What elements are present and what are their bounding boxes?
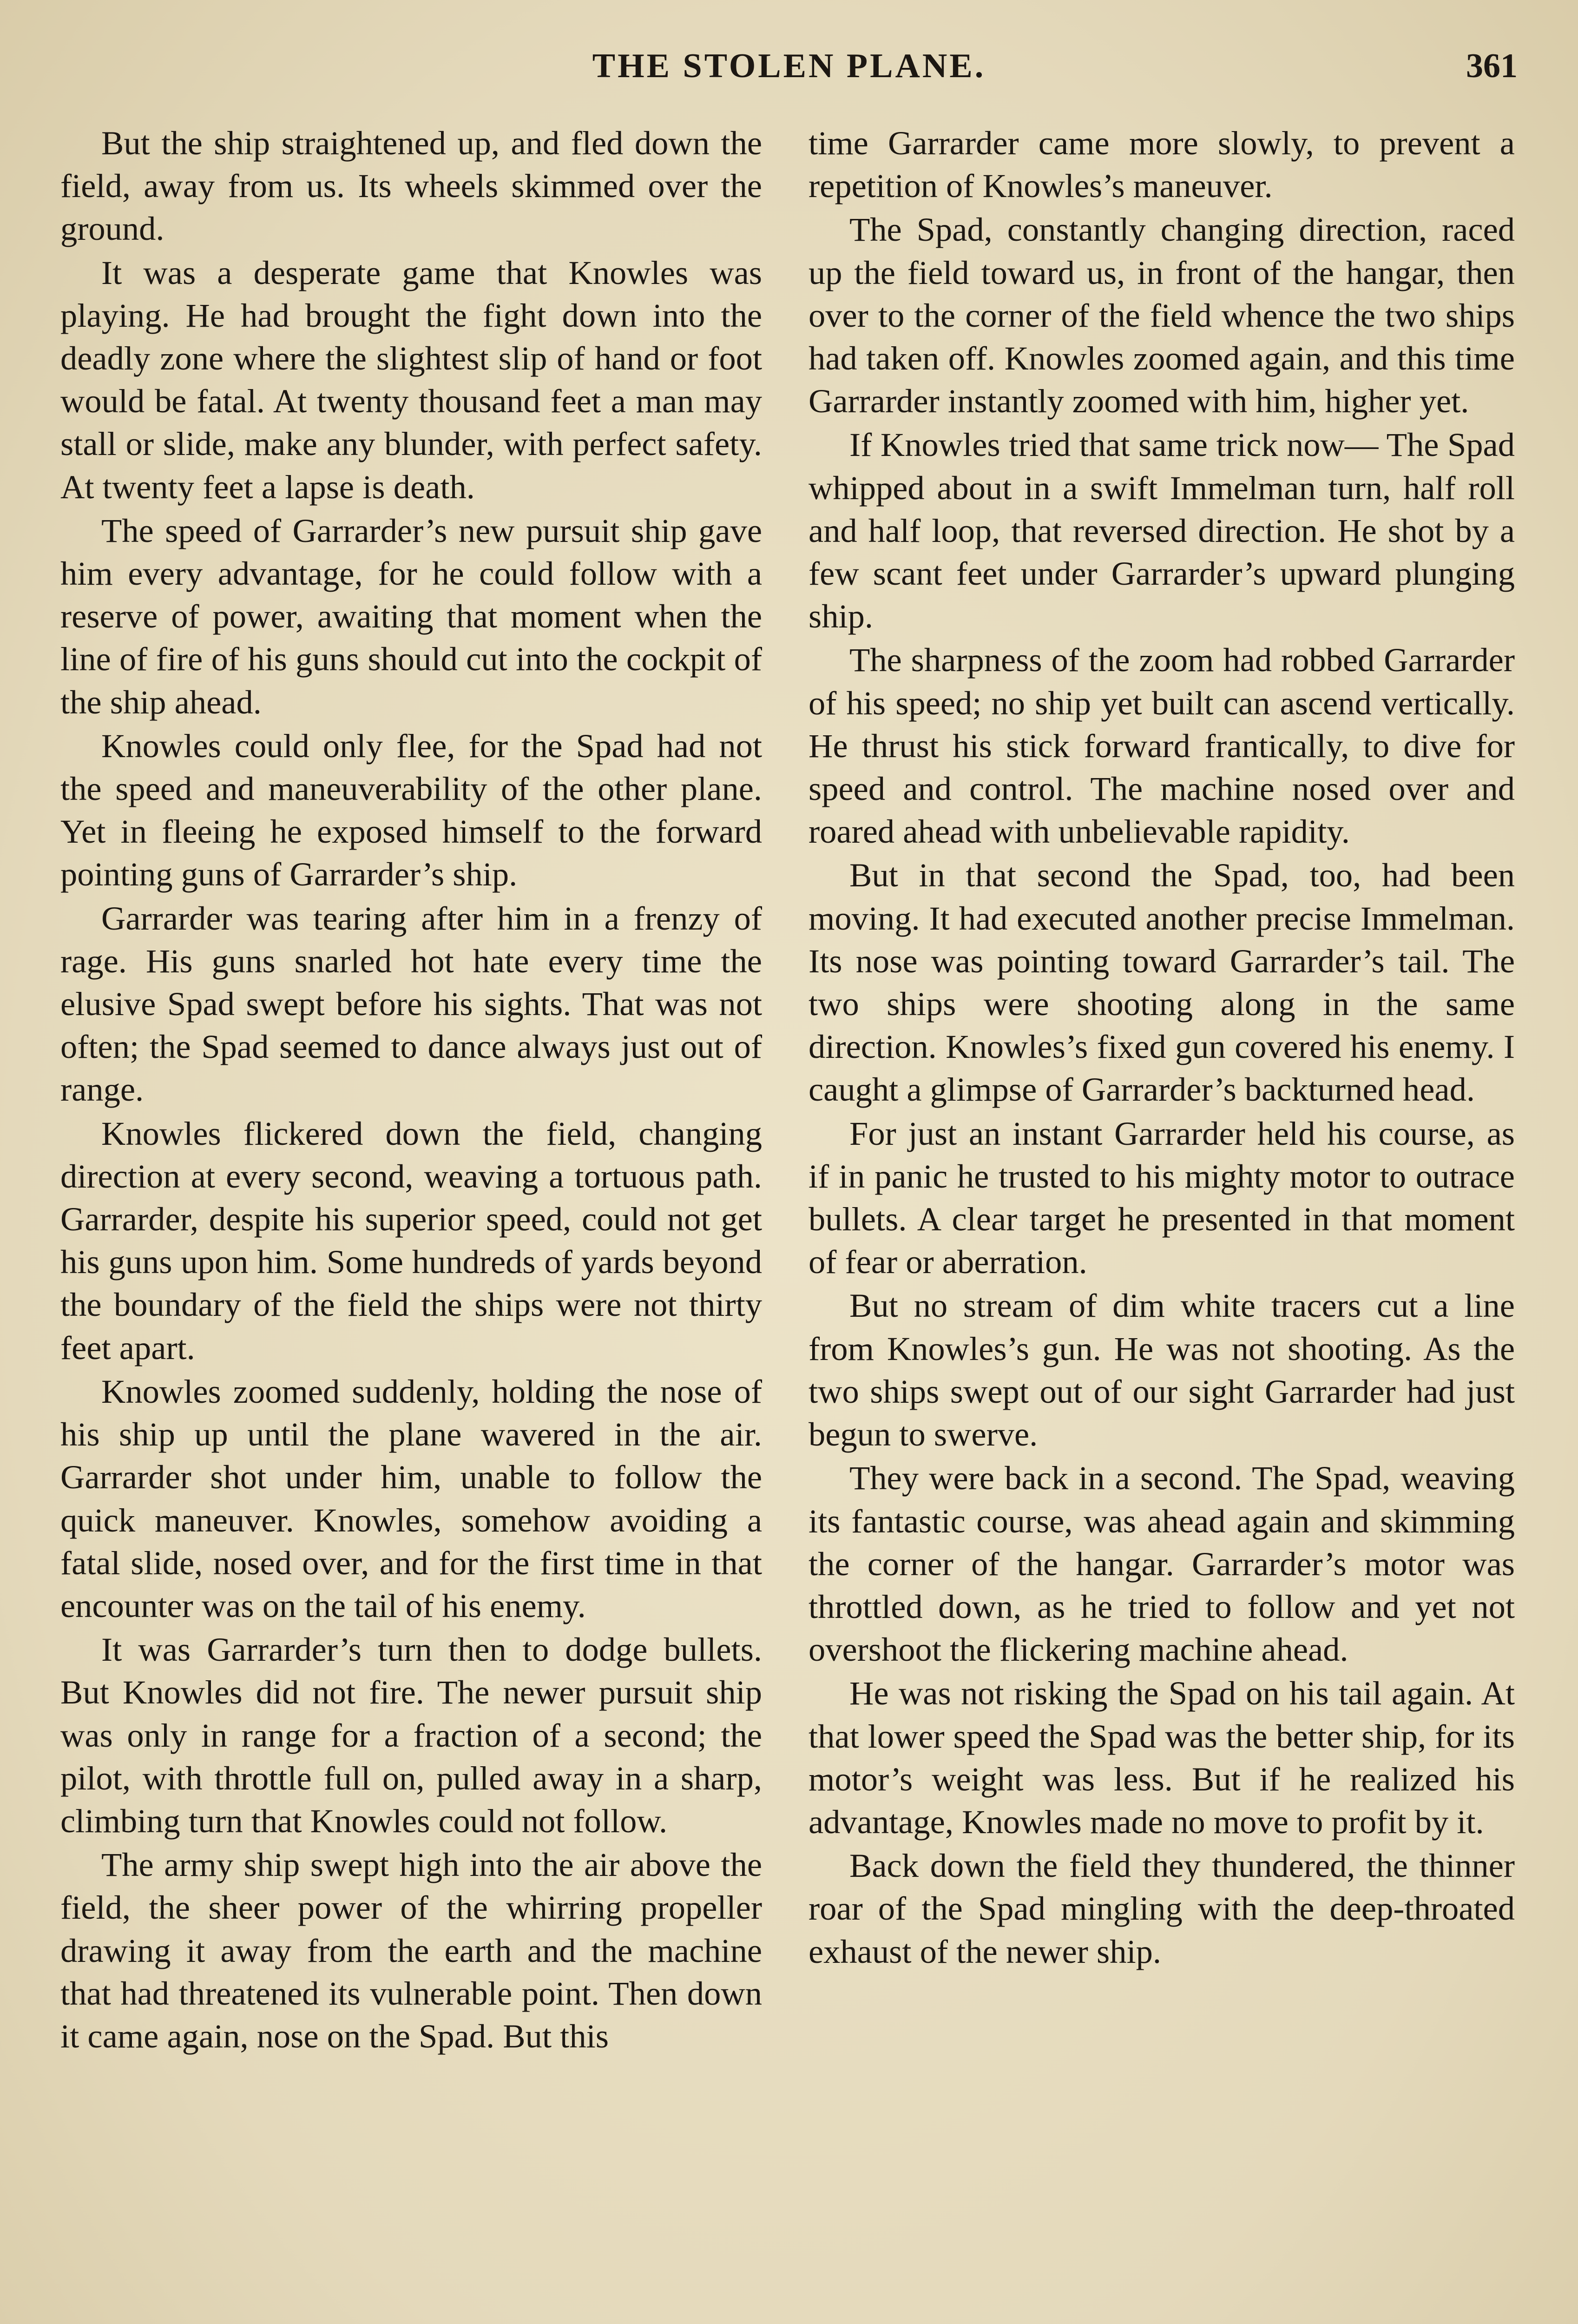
- paragraph: They were back in a second. The Spad, weaving its fantastic course, was ahead again and skimming the corner of the hangar. Garrarder’s motor was throttled down, as he tried to follow and yet not overshoot the flickering machine ahead.: [809, 1459, 1515, 1669]
- paragraph: The speed of Garrarder’s new pursuit ship gave him every advantage, for he could follow with a reserve of power, awaiting that moment when the line of fire of his guns should cut into the cockpit of the ship ahead.: [60, 511, 762, 721]
- paragraph: It was a desperate game that Knowles was playing. He had brought the fight down into the deadly zone where the slightest slip of hand or foot would be fatal. At twenty thousand feet a man may stall or slide, make any blunder, with perfect safety. At twenty feet a lapse is death.: [60, 253, 762, 506]
- paragraph: Back down the field they thundered, the thinner roar of the Spad mingling with the deep-throated exhaust of the newer ship.: [809, 1847, 1515, 1970]
- paragraph: Knowles zoomed suddenly, holding the nose of his ship up until the plane wavered in the air. Garrarder shot under him, unable to follow the quick maneuver. Knowles, somehow avoiding a fatal slide, nosed over, and for the first time in that encounter was on the tail of his enemy.: [60, 1372, 762, 1624]
- paragraph: It was Garrarder’s turn then to dodge bullets. But Knowles did not fire. The newer pursuit ship was only in range for a fraction of a second; the pilot, with throttle full on, pulled away in a sharp, climbing turn that Knowles could not follow.: [60, 1631, 762, 1840]
- page-header: [56, 46, 1522, 98]
- paragraph: But no stream of dim white tracers cut a line from Knowles’s gun. He was not shooting. As the two ships swept out of our sight Garrarder had just begun to swerve.: [809, 1287, 1515, 1453]
- paragraph: But the ship straightened up, and fled down the field, away from us. Its wheels skimmed over the ground.: [60, 124, 762, 248]
- paragraph: If Knowles tried that same trick now— The Spad whipped about in a swift Immelman turn, half roll and half loop, that reversed direction. He shot by a few scant feet under Garrarder’s upward plunging ship.: [809, 426, 1515, 635]
- paragraph: The sharpness of the zoom had robbed Garrarder of his speed; no ship yet built can ascend vertically. He thrust his stick forward frantically, to dive for speed and control. The machine nosed over and roared ahead with unbelievable rapidity.: [809, 641, 1515, 851]
- paragraph: The Spad, constantly changing direction, raced up the field toward us, in front of the hangar, then over to the corner of the field whence the two ships had taken off. Knowles zoomed again, and this time Garrarder instantly zoomed with him, higher yet.: [809, 211, 1515, 420]
- paragraph: Knowles could only flee, for the Spad had not the speed and maneuverability of the other plane. Yet in fleeing he exposed himself to the forward pointing guns of Garrarder’s ship.: [60, 726, 762, 893]
- running-title: THE STOLEN PLANE.: [592, 47, 986, 85]
- paragraph: Garrarder was tearing after him in a frenzy of rage. His guns snarled hot hate every time the elusive Spad swept before his sights. That was not often; the Spad seemed to dance always just out of range.: [60, 899, 762, 1109]
- paragraph: The army ship swept high into the air above the field, the sheer power of the whirring propeller drawing it away from the earth and the machine that had threatened its vulnerable point. Then down it came again, nose on the Spad. But this: [60, 1846, 762, 2055]
- right-column: [809, 122, 1515, 1973]
- left-column: [60, 122, 762, 2058]
- paragraph-continuation: time Garrarder came more slowly, to prevent a repetition of Knowles’s maneuver.: [809, 124, 1515, 205]
- page-number: 361: [1466, 47, 1518, 85]
- paragraph: He was not risking the Spad on his tail again. At that lower speed the Spad was the better ship, for its motor’s weight was less. But if he realized his advantage, Knowles made no move to profit by it.: [809, 1674, 1515, 1841]
- paragraph: For just an instant Garrarder held his course, as if in panic he trusted to his mighty motor to outrace bullets. A clear target he presented in that moment of fear or aberration.: [809, 1114, 1515, 1281]
- paragraph: But in that second the Spad, too, had been moving. It had executed another precise Immelman. Its nose was pointing toward Garrarder’s tail. The two ships were shooting along in the same direction. Knowles’s fixed gun covered his enemy. I caught a glimpse of Garrarder’s backturned head.: [809, 856, 1515, 1109]
- paragraph: Knowles flickered down the field, changing direction at every second, weaving a tortuous path. Garrarder, despite his superior speed, could not get his guns upon him. Some hundreds of yards beyond the boundary of the field the ships were not thirty feet apart.: [60, 1114, 762, 1367]
